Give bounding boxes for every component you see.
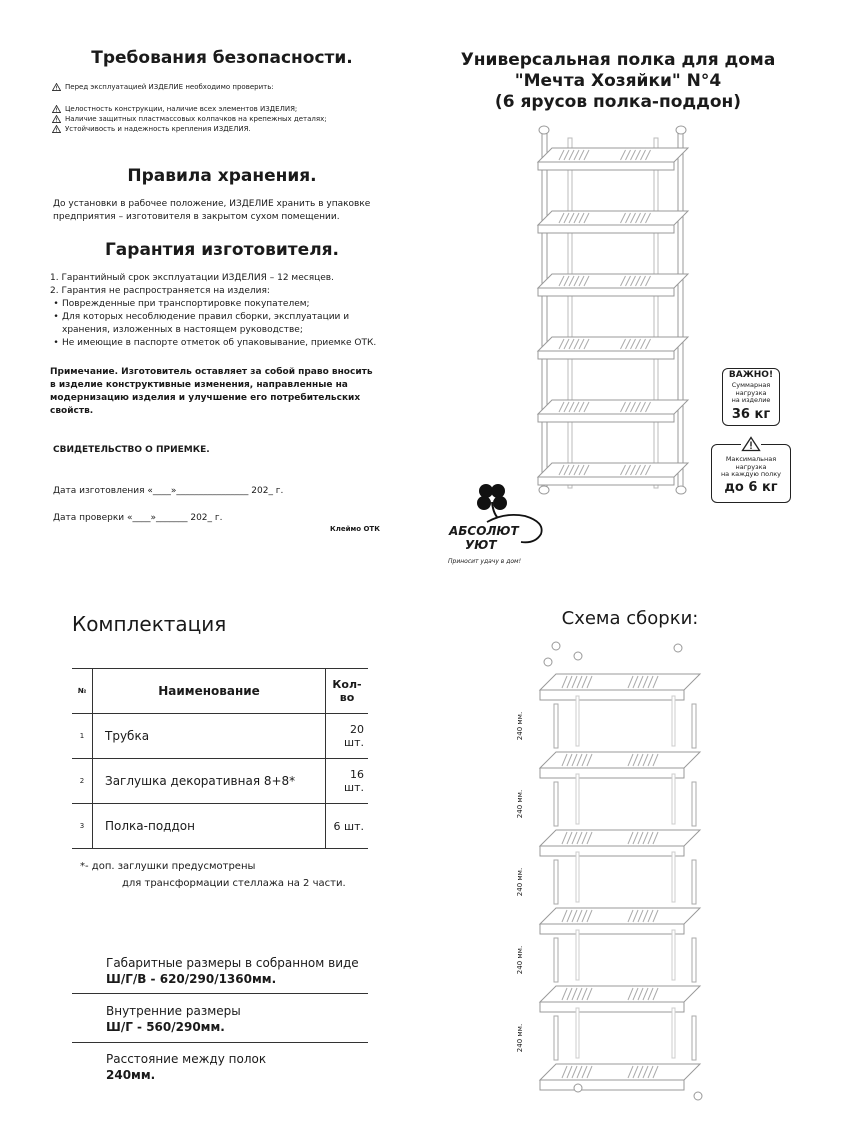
shelf-tray <box>540 986 700 1012</box>
table-row: 1 Трубка 20 шт. <box>72 714 368 759</box>
scheme-title: Схема сборки: <box>561 608 699 629</box>
tube <box>576 696 579 746</box>
warning-icon <box>52 83 61 91</box>
brand-name-1: АБСОЛЮТ <box>449 524 519 538</box>
warning-icon <box>52 115 61 123</box>
assembly-scheme <box>518 636 718 1106</box>
acceptance-checked: Дата проверки «____»_______ 202_ г. <box>53 513 223 523</box>
tube <box>554 704 558 748</box>
gap-label-4: 240 мм. <box>516 945 525 975</box>
tube <box>692 938 696 982</box>
stamp-label: Клеймо ОТК <box>330 525 380 533</box>
shelf-tray <box>540 752 700 778</box>
shelf-tray <box>540 1064 700 1090</box>
product-title: Универсальная полка для дома "Мечта Хозяйки" N°4 (6 ярусов полка-поддон) <box>460 50 776 112</box>
shelf-tray <box>538 211 688 233</box>
shelf-tray <box>540 908 700 934</box>
kit-footnote-1: *- доп. заглушки предусмотрены <box>80 861 256 872</box>
shelf-tray <box>540 674 700 700</box>
shelf-tray <box>538 148 688 170</box>
cap <box>574 1084 582 1092</box>
divider <box>72 1042 368 1043</box>
brand-name-2: УЮТ <box>465 538 497 552</box>
col-name: Наименование <box>93 669 326 714</box>
tube <box>692 1016 696 1060</box>
tube <box>576 774 579 824</box>
warning-icon <box>52 125 61 133</box>
kit-title: Комплектация <box>72 612 227 636</box>
warranty-text: 1. Гарантийный срок эксплуатации ИЗДЕЛИЯ – 12 месяцев. 2. Гарантия не распространяется на изделия: • Поврежденные при транспортировке покупателем; • Для которых несоблюдение правил сборки, эксплуатации и хранения, изложенных в настоящем руководстве; • Не имеющие в паспорте отметок об упаковывание, приемке ОТК. <box>50 273 377 348</box>
warning-icon <box>52 105 61 113</box>
gap-label-5: 240 мм. <box>516 1023 525 1053</box>
tube <box>672 696 675 746</box>
tube <box>576 852 579 902</box>
dims-inner: Внутренние размеры Ш/Г - 560/290мм. <box>106 1004 241 1034</box>
tube <box>554 860 558 904</box>
tube <box>692 782 696 826</box>
safety-item: Устойчивость и надежность крепления ИЗДЕЛИЯ. <box>65 125 251 133</box>
gap-label-1: 240 мм. <box>516 711 525 741</box>
gap-label-3: 240 мм. <box>516 867 525 897</box>
cap <box>574 652 582 660</box>
storage-title: Правила хранения. <box>127 166 317 186</box>
tube <box>692 704 696 748</box>
dims-overall: Габаритные размеры в собранном виде Ш/Г/В - 620/290/1360мм. <box>106 956 359 986</box>
table-header-row <box>72 669 368 714</box>
shelf-load-badge: Максимальная нагрузка на каждую полку до 6 кг <box>711 444 791 503</box>
shelf-illustration <box>528 118 696 500</box>
kit-footnote-2: для трансформации стеллажа на 2 части. <box>122 878 346 889</box>
tube <box>554 1016 558 1060</box>
tube <box>672 930 675 980</box>
table-row: 2 Заглушка декоративная 8+8* 16 шт. <box>72 759 368 804</box>
warranty-note: Примечание. Изготовитель оставляет за собой право вносить в изделие конструктивные изменения, направленные на модернизацию изделия и улучшение его потребительских свойств. <box>50 367 373 416</box>
safety-list <box>52 104 327 134</box>
divider <box>72 993 368 994</box>
safety-title: Требования безопасности. <box>91 48 353 68</box>
safety-item: Целостность конструкции, наличие всех элементов ИЗДЕЛИЯ; <box>65 105 298 113</box>
tube <box>576 1008 579 1058</box>
brand-slogan: Приносит удачу в дом! <box>448 558 521 565</box>
warranty-title: Гарантия изготовителя. <box>104 240 340 260</box>
cap <box>544 658 552 666</box>
shelf-tray <box>538 463 688 485</box>
cap <box>674 644 682 652</box>
dims-gap: Расстояние между полок 240мм. <box>106 1052 267 1082</box>
kit-table <box>72 668 368 849</box>
col-qty: Кол-во <box>326 669 369 714</box>
warning-icon <box>741 436 761 452</box>
brand-logo <box>445 482 550 572</box>
tube <box>672 1008 675 1058</box>
shelf-tray <box>540 830 700 856</box>
shelf-tray <box>538 337 688 359</box>
col-number: № <box>72 669 93 714</box>
tube <box>554 782 558 826</box>
tube <box>672 774 675 824</box>
tube <box>554 938 558 982</box>
safety-intro: Перед эксплуатацией ИЗДЕЛИЕ необходимо проверить: <box>52 82 274 92</box>
total-load-badge: ВАЖНО! Суммарная нагрузка на изделие 36 кг <box>722 368 780 426</box>
acceptance-title: СВИДЕТЕЛЬСТВО О ПРИЕМКЕ. <box>53 445 210 455</box>
safety-item: Наличие защитных пластмассовых колпачков на крепежных деталях; <box>65 115 327 123</box>
acceptance-made: Дата изготовления «____»________________ 202_ г. <box>53 486 284 496</box>
shelf-tray <box>538 400 688 422</box>
shelf-tray <box>538 274 688 296</box>
storage-text: До установки в рабочее положение, ИЗДЕЛИЕ хранить в упаковке предприятия – изготовителя в закрытом сухом помещении. <box>53 199 371 222</box>
tube <box>576 930 579 980</box>
cap <box>552 642 560 650</box>
tube <box>672 852 675 902</box>
tube <box>692 860 696 904</box>
cap <box>694 1092 702 1100</box>
gap-label-2: 240 мм. <box>516 789 525 819</box>
table-row: 3 Полка-поддон 6 шт. <box>72 804 368 849</box>
